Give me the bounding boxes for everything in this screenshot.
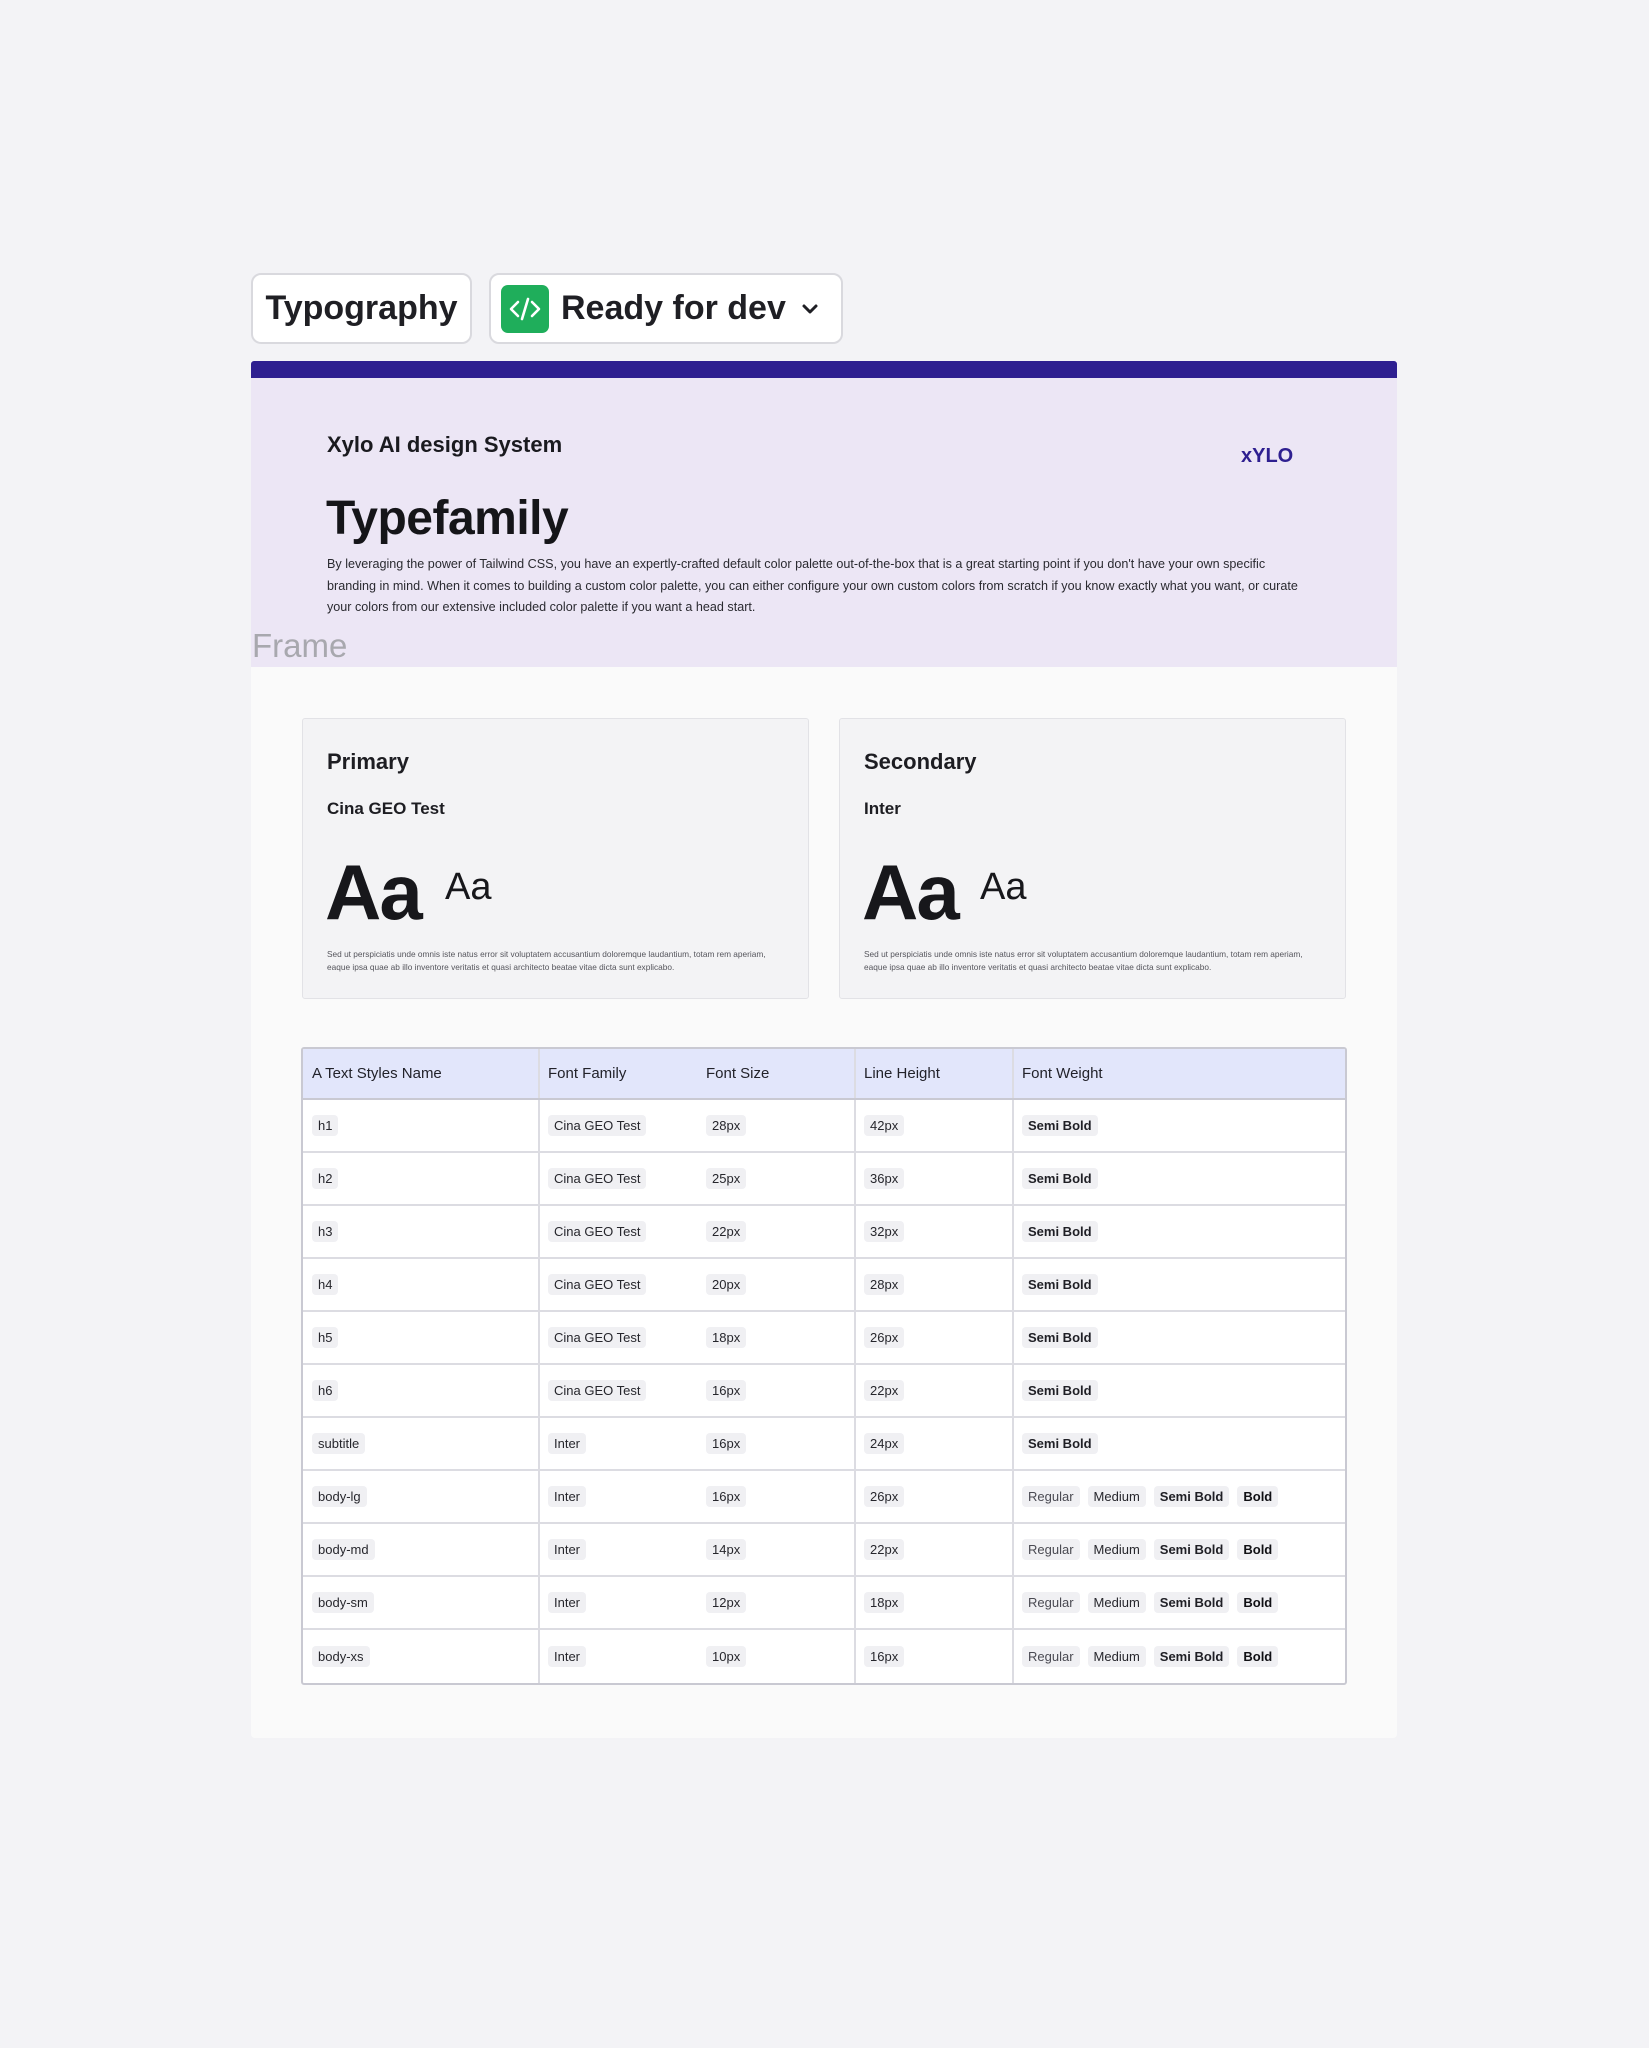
font-family-cell-chip: Cina GEO Test — [548, 1168, 646, 1189]
line-height-cell-chip: 18px — [864, 1592, 904, 1613]
font-card-secondary — [839, 718, 1346, 999]
sample-paragraph: Sed ut perspiciatis unde omnis iste natus error sit voluptatem accusantium doloremque laudantium, totam rem aperiam, eaque ipsa quae ab illo inventore veritatis et quasi architecto beatae vitae dicta sunt explicabo. — [327, 949, 766, 972]
table-row — [303, 1259, 1345, 1312]
font-family-cell-chip: Inter — [548, 1646, 586, 1667]
font-family-cell — [540, 1259, 698, 1310]
font-weight-cell — [1014, 1206, 1345, 1257]
style-name-cell — [303, 1153, 540, 1204]
font-family-cell-chip: Cina GEO Test — [548, 1380, 646, 1401]
weight-chip: Semi Bold — [1154, 1539, 1230, 1560]
frame-label: Frame — [252, 627, 348, 664]
font-size-cell — [698, 1524, 856, 1575]
font-size-cell-chip: 20px — [706, 1274, 746, 1295]
weight-chip: Semi Bold — [1022, 1327, 1098, 1348]
font-weight-cell — [1014, 1365, 1345, 1416]
column-header-line-height: Line Height — [856, 1049, 1014, 1098]
style-name-cell — [303, 1206, 540, 1257]
font-size-cell — [698, 1471, 856, 1522]
style-name-cell-chip: h1 — [312, 1115, 338, 1136]
font-family-cell-chip: Inter — [548, 1592, 586, 1613]
style-name-cell-chip: h4 — [312, 1274, 338, 1295]
line-height-cell-chip: 16px — [864, 1646, 904, 1667]
font-family-cell-chip: Inter — [548, 1433, 586, 1454]
weight-chip: Semi Bold — [1022, 1380, 1098, 1401]
weight-chip: Regular — [1022, 1592, 1080, 1613]
table-body — [303, 1100, 1345, 1683]
weight-chip: Semi Bold — [1154, 1646, 1230, 1667]
weight-chip: Regular — [1022, 1646, 1080, 1667]
hero-description: By leveraging the power of Tailwind CSS, you have an expertly-crafted default color palette out-of-the-box that is a great starting point if you don't have your own specific branding in mind. When it comes to building a custom color palette, you can either configure your own custom colors from scratch if you know exactly what you want, or curate your colors from our extensive included color palette if you want a head start. — [327, 557, 1298, 614]
font-size-cell-chip: 18px — [706, 1327, 746, 1348]
style-name-cell-chip: subtitle — [312, 1433, 365, 1454]
font-weight-cell — [1014, 1100, 1345, 1151]
font-size-cell-chip: 16px — [706, 1486, 746, 1507]
line-height-cell-chip: 32px — [864, 1221, 904, 1242]
table-row — [303, 1312, 1345, 1365]
font-weight-cell — [1014, 1577, 1345, 1628]
style-name-cell — [303, 1100, 540, 1151]
line-height-cell — [856, 1418, 1014, 1469]
weight-chip: Semi Bold — [1022, 1274, 1098, 1295]
table-header-row — [303, 1049, 1345, 1100]
font-weight-cell — [1014, 1153, 1345, 1204]
font-family-cell-chip: Inter — [548, 1486, 586, 1507]
style-name-cell — [303, 1471, 540, 1522]
style-name-cell — [303, 1365, 540, 1416]
xylo-logo-icon — [1241, 430, 1331, 466]
card-label: Secondary — [864, 749, 977, 774]
table-row — [303, 1577, 1345, 1630]
status-label: Ready for dev — [561, 289, 786, 327]
line-height-cell — [856, 1524, 1014, 1575]
column-header-size: Font Size — [698, 1049, 856, 1098]
weight-chip: Semi Bold — [1022, 1168, 1098, 1189]
font-size-cell-chip: 22px — [706, 1221, 746, 1242]
font-family-cell — [540, 1365, 698, 1416]
style-name-cell-chip: body-sm — [312, 1592, 374, 1613]
weight-chip: Semi Bold — [1022, 1115, 1098, 1136]
line-height-cell-chip: 26px — [864, 1486, 904, 1507]
line-height-cell — [856, 1312, 1014, 1363]
font-size-cell-chip: 14px — [706, 1539, 746, 1560]
font-family-name: Inter — [864, 799, 901, 818]
style-name-cell-chip: h3 — [312, 1221, 338, 1242]
line-height-cell-chip: 22px — [864, 1380, 904, 1401]
font-family-cell — [540, 1418, 698, 1469]
weight-chip: Bold — [1237, 1592, 1278, 1613]
font-weight-cell — [1014, 1630, 1345, 1683]
column-header-weight: Font Weight — [1022, 1065, 1103, 1082]
line-height-cell-chip: 36px — [864, 1168, 904, 1189]
sample-large: Aa — [325, 848, 421, 936]
line-height-cell — [856, 1153, 1014, 1204]
weight-chip: Semi Bold — [1022, 1221, 1098, 1242]
font-size-cell-chip: 28px — [706, 1115, 746, 1136]
font-size-cell-chip: 10px — [706, 1646, 746, 1667]
column-header-name: A Text Styles Name — [303, 1049, 540, 1098]
style-name-cell — [303, 1312, 540, 1363]
sample-small: Aa — [980, 866, 1027, 908]
style-name-cell-chip: body-xs — [312, 1646, 370, 1667]
style-name-cell-chip: h6 — [312, 1380, 338, 1401]
font-family-cell — [540, 1471, 698, 1522]
font-family-cell-chip: Cina GEO Test — [548, 1115, 646, 1136]
font-family-cell — [540, 1630, 698, 1683]
weight-chip: Semi Bold — [1154, 1486, 1230, 1507]
table-row — [303, 1471, 1345, 1524]
font-card-primary — [302, 718, 809, 999]
line-height-cell-chip: 42px — [864, 1115, 904, 1136]
style-name-cell — [303, 1524, 540, 1575]
style-name-cell-chip: body-md — [312, 1539, 375, 1560]
style-name-cell — [303, 1630, 540, 1683]
line-height-cell-chip: 24px — [864, 1433, 904, 1454]
table-row — [303, 1365, 1345, 1418]
font-size-cell-chip: 16px — [706, 1433, 746, 1454]
svg-text:xYLO: xYLO — [1241, 445, 1294, 466]
style-name-cell — [303, 1418, 540, 1469]
line-height-cell-chip: 26px — [864, 1327, 904, 1348]
weight-chip: Bold — [1237, 1486, 1278, 1507]
font-weight-cell — [1014, 1524, 1345, 1575]
text-styles-table — [301, 1047, 1347, 1685]
page-tab-label: Typography — [265, 289, 458, 327]
font-weight-cell — [1014, 1471, 1345, 1522]
weight-chip: Medium — [1088, 1592, 1146, 1613]
column-header-family: Font Family — [548, 1065, 627, 1082]
weight-chip: Medium — [1088, 1646, 1146, 1667]
weight-chip: Bold — [1237, 1646, 1278, 1667]
font-size-cell — [698, 1100, 856, 1151]
brand-top-bar — [251, 361, 1397, 378]
line-height-cell-chip: 22px — [864, 1539, 904, 1560]
weight-chip: Regular — [1022, 1486, 1080, 1507]
style-name-cell-chip: h2 — [312, 1168, 338, 1189]
font-family-cell — [540, 1312, 698, 1363]
font-family-cell-chip: Inter — [548, 1539, 586, 1560]
table-row — [303, 1100, 1345, 1153]
line-height-cell — [856, 1206, 1014, 1257]
font-size-cell — [698, 1630, 856, 1683]
weight-chip: Semi Bold — [1022, 1433, 1098, 1454]
table-row — [303, 1153, 1345, 1206]
font-weight-cell — [1014, 1418, 1345, 1469]
font-size-cell — [698, 1153, 856, 1204]
code-icon — [501, 285, 549, 333]
weight-chip: Medium — [1088, 1539, 1146, 1560]
sample-large: Aa — [862, 848, 958, 936]
font-size-cell — [698, 1365, 856, 1416]
hero-kicker: Xylo AI design System — [327, 432, 563, 457]
weight-chip: Medium — [1088, 1486, 1146, 1507]
hero-section — [251, 378, 1397, 667]
sample-small: Aa — [445, 866, 492, 908]
line-height-cell — [856, 1100, 1014, 1151]
font-size-cell — [698, 1206, 856, 1257]
weight-chip: Regular — [1022, 1539, 1080, 1560]
line-height-cell — [856, 1259, 1014, 1310]
font-family-cell — [540, 1153, 698, 1204]
font-weight-cell — [1014, 1259, 1345, 1310]
font-size-cell-chip: 25px — [706, 1168, 746, 1189]
table-row — [303, 1418, 1345, 1471]
page-tab-typography[interactable] — [251, 273, 472, 344]
line-height-cell-chip: 28px — [864, 1274, 904, 1295]
sample-paragraph: Sed ut perspiciatis unde omnis iste natus error sit voluptatem accusantium doloremque laudantium, totam rem aperiam, eaque ipsa quae ab illo inventore veritatis et quasi architecto beatae vitae dicta sunt explicabo. — [864, 949, 1303, 972]
font-size-cell — [698, 1577, 856, 1628]
line-height-cell — [856, 1577, 1014, 1628]
page-title: Typefamily — [326, 492, 569, 545]
font-family-cell-chip: Cina GEO Test — [548, 1327, 646, 1348]
table-row — [303, 1206, 1345, 1259]
font-family-cell — [540, 1524, 698, 1575]
font-size-cell — [698, 1418, 856, 1469]
table-row — [303, 1524, 1345, 1577]
line-height-cell — [856, 1471, 1014, 1522]
table-row — [303, 1630, 1345, 1683]
font-family-cell-chip: Cina GEO Test — [548, 1274, 646, 1295]
font-size-cell — [698, 1312, 856, 1363]
style-name-cell — [303, 1259, 540, 1310]
chevron-down-icon — [801, 303, 819, 315]
font-family-cell — [540, 1206, 698, 1257]
font-size-cell-chip: 16px — [706, 1380, 746, 1401]
font-size-cell-chip: 12px — [706, 1592, 746, 1613]
card-label: Primary — [327, 749, 409, 774]
font-family-cell-chip: Cina GEO Test — [548, 1221, 646, 1242]
font-family-name: Cina GEO Test — [327, 799, 445, 818]
style-name-cell — [303, 1577, 540, 1628]
font-family-cell — [540, 1577, 698, 1628]
weight-chip: Bold — [1237, 1539, 1278, 1560]
line-height-cell — [856, 1365, 1014, 1416]
weight-chip: Semi Bold — [1154, 1592, 1230, 1613]
style-name-cell-chip: body-lg — [312, 1486, 367, 1507]
font-weight-cell — [1014, 1312, 1345, 1363]
style-name-cell-chip: h5 — [312, 1327, 338, 1348]
font-size-cell — [698, 1259, 856, 1310]
status-dropdown[interactable] — [489, 273, 843, 344]
line-height-cell — [856, 1630, 1014, 1683]
font-family-cell — [540, 1100, 698, 1151]
typography-frame — [251, 361, 1397, 1738]
